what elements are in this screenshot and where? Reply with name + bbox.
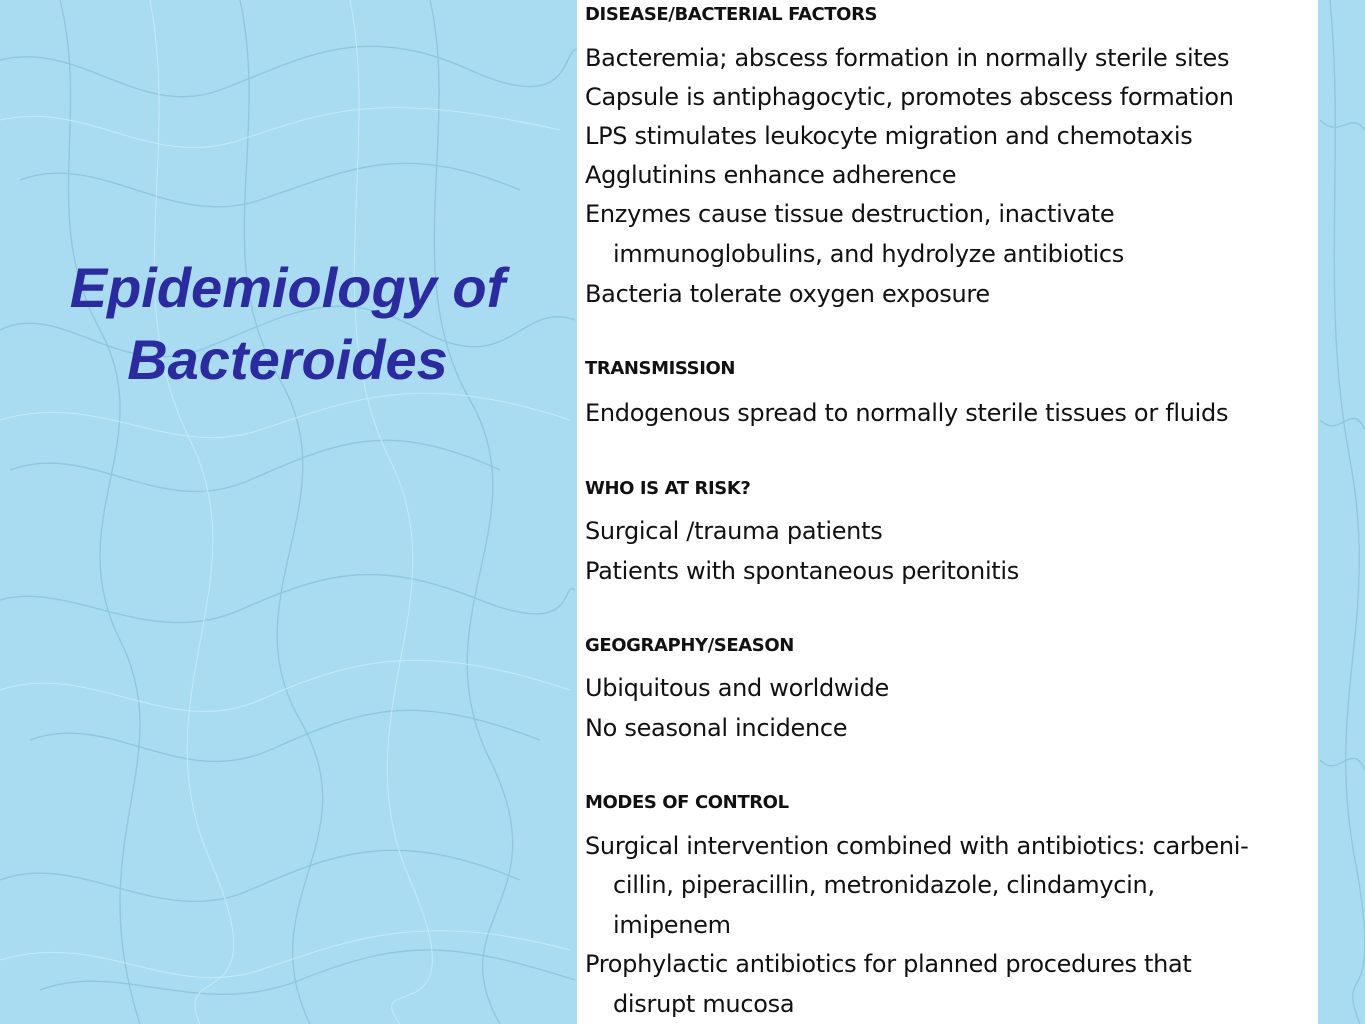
section-heading-risk: WHO IS AT RISK?: [585, 478, 751, 499]
disease-line: LPS stimulates leukocyte migration and chemotaxis: [585, 122, 1193, 150]
geography-line: Ubiquitous and worldwide: [585, 674, 889, 702]
control-line-continued: cillin, piperacillin, metronidazole, clindamycin,: [613, 871, 1155, 899]
risk-line: Patients with spontaneous peritonitis: [585, 557, 1019, 585]
control-line: Surgical intervention combined with antibiotics: carbeni-: [585, 832, 1249, 860]
control-line: Prophylactic antibiotics for planned procedures that: [585, 950, 1192, 978]
disease-line: Enzymes cause tissue destruction, inactivate: [585, 200, 1115, 228]
disease-line-continued: immunoglobulins, and hydrolyze antibiotics: [613, 240, 1124, 268]
risk-line: Surgical /trauma patients: [585, 517, 883, 545]
section-heading-transmission: TRANSMISSION: [585, 358, 736, 379]
slide-title-line-2: Bacteroides: [127, 328, 448, 391]
slide-title-line-1: Epidemiology of: [69, 256, 506, 319]
disease-line: Bacteremia; abscess formation in normally sterile sites: [585, 44, 1230, 72]
control-line-continued: imipenem: [613, 911, 731, 939]
transmission-line: Endogenous spread to normally sterile tissues or fluids: [585, 399, 1229, 427]
section-heading-disease: DISEASE/BACTERIAL FACTORS: [585, 4, 878, 25]
disease-line: Bacteria tolerate oxygen exposure: [585, 280, 990, 308]
section-heading-control: MODES OF CONTROL: [585, 792, 789, 813]
factsheet-panel: [577, 0, 1318, 1024]
section-heading-geography: GEOGRAPHY/SEASON: [585, 635, 794, 656]
disease-line: Capsule is antiphagocytic, promotes abscess formation: [585, 83, 1234, 111]
disease-line: Agglutinins enhance adherence: [585, 161, 957, 189]
control-line-continued: disrupt mucosa: [613, 990, 795, 1018]
geography-line: No seasonal incidence: [585, 714, 848, 742]
slide-title: [10, 252, 565, 396]
